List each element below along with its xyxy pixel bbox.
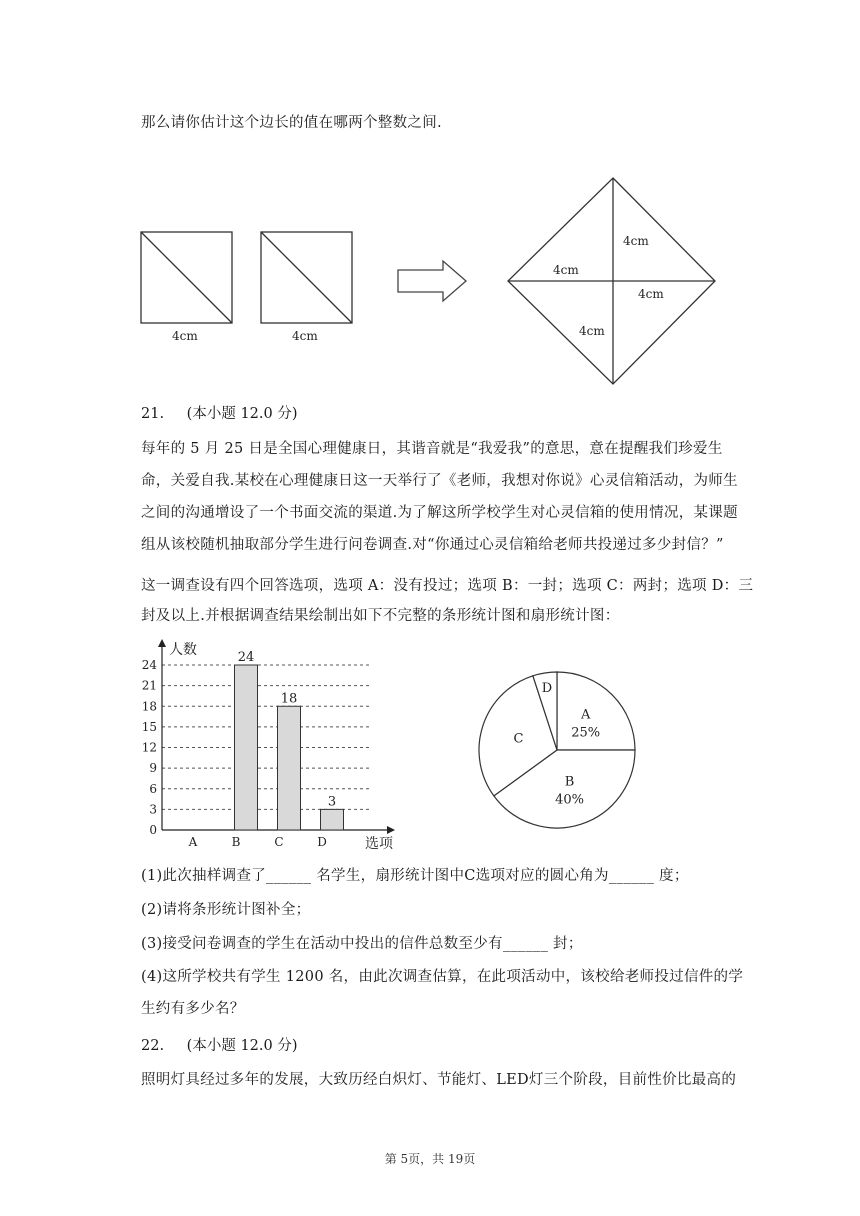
bar bbox=[321, 809, 344, 830]
q21-heading bbox=[141, 404, 298, 424]
y-axis-arrow bbox=[158, 639, 166, 647]
pie-slice-label: B bbox=[564, 774, 575, 790]
q21-sub-2: (2)请将条形统计图补全； bbox=[141, 902, 311, 918]
diamond-label-right: 4cm bbox=[638, 287, 664, 301]
squares-figure bbox=[135, 170, 735, 395]
q21-line-1: 每年的 5 月 25 日是全国心理健康日，其谐音就是“我爱我”的意思，意在提醒我们珍爱生 bbox=[141, 441, 723, 457]
y-tick-label: 12 bbox=[141, 740, 157, 755]
y-axis-title: 人数 bbox=[169, 642, 197, 658]
bar bbox=[235, 665, 258, 830]
q21-sub-1: (1)此次抽样调查了______ 名学生，扇形统计图中C选项对应的圆心角为______ 度； bbox=[141, 868, 689, 884]
x-tick-label: D bbox=[317, 835, 327, 849]
diamond bbox=[508, 178, 715, 384]
square2-label: 4cm bbox=[292, 329, 318, 343]
q22-heading bbox=[141, 1036, 298, 1056]
pie-slice-percent: 40% bbox=[555, 792, 584, 808]
q21-score: (本小题 12.0 分) bbox=[186, 406, 298, 422]
q21-sub-4: (4)这所学校共有学生 1200 名，由此次调查估算，在此项活动中，该校给老师投过信件的学 bbox=[141, 969, 744, 985]
y-tick-label: 15 bbox=[141, 719, 157, 734]
square-2 bbox=[261, 232, 352, 323]
q21-line-6: 封及以上.并根据调查结果绘制出如下不完整的条形统计图和扇形统计图： bbox=[141, 608, 620, 624]
x-tick-label: B bbox=[231, 835, 241, 849]
diamond-label-top: 4cm bbox=[623, 234, 649, 248]
q21-number: 21. bbox=[141, 406, 165, 422]
q21-line-3: 之间的沟通增设了一个书面交流的渠道.为了解这所学校学生对心灵信箱的使用情况，某课题 bbox=[141, 505, 738, 521]
bar-data-label: 24 bbox=[237, 650, 255, 665]
x-tick-label: A bbox=[188, 835, 198, 849]
q21-line-4: 组从该校随机抽取部分学生进行问卷调查.对“你通过心灵信箱给老师共投递过多少封信？” bbox=[141, 537, 724, 553]
bar-chart bbox=[135, 635, 410, 855]
q21-sub-5: 生约有多少名？ bbox=[141, 1001, 245, 1017]
bar bbox=[278, 706, 301, 830]
y-tick-label: 3 bbox=[149, 802, 157, 817]
y-tick-label: 18 bbox=[141, 699, 157, 714]
square-1 bbox=[141, 232, 232, 323]
pie-slice-percent: 25% bbox=[571, 725, 601, 741]
square1-label: 4cm bbox=[172, 329, 198, 343]
q22-line-1: 照明灯具经过多年的发展，大致历经白炽灯、节能灯、LED灯三个阶段，目前性价比最高的 bbox=[141, 1072, 737, 1088]
diamond-label-left: 4cm bbox=[553, 263, 579, 277]
q21-sub-3: (3)接受问卷调查的学生在活动中投出的信件总数至少有______ 封； bbox=[141, 936, 583, 952]
y-tick-label: 6 bbox=[149, 781, 157, 796]
pie-slice-label: D bbox=[541, 680, 553, 696]
y-tick-label: 9 bbox=[149, 761, 157, 776]
x-axis-title: 选项 bbox=[365, 836, 393, 852]
pie-slice-label: C bbox=[513, 731, 524, 747]
y-tick-label: 0 bbox=[149, 823, 157, 837]
y-tick-label: 21 bbox=[141, 678, 157, 693]
q22-number: 22. bbox=[141, 1038, 165, 1054]
arrow-right-icon bbox=[398, 261, 466, 301]
diamond-label-bottom: 4cm bbox=[579, 324, 605, 338]
y-tick-label: 24 bbox=[141, 658, 157, 672]
q22-score: (本小题 12.0 分) bbox=[186, 1038, 298, 1054]
bar-data-label: 18 bbox=[280, 691, 298, 707]
x-tick-label: C bbox=[274, 835, 284, 849]
top-text: 那么请你估计这个边长的值在哪两个整数之间. bbox=[141, 115, 442, 131]
x-axis-arrow bbox=[387, 826, 395, 834]
page-footer: 第 5页，共 19页 bbox=[384, 1152, 476, 1166]
q21-line-2: 命，关爱自我.某校在心理健康日这一天举行了《老师，我想对你说》心灵信箱活动，为师生 bbox=[141, 473, 738, 489]
bar-data-label: 3 bbox=[327, 794, 337, 810]
pie-chart bbox=[475, 668, 640, 833]
q21-line-5: 这一调查设有四个回答选项，选项 A：没有投过；选项 B：一封；选项 C：两封；选项 D：三 bbox=[141, 578, 754, 594]
pie-slice-label: A bbox=[580, 707, 591, 723]
